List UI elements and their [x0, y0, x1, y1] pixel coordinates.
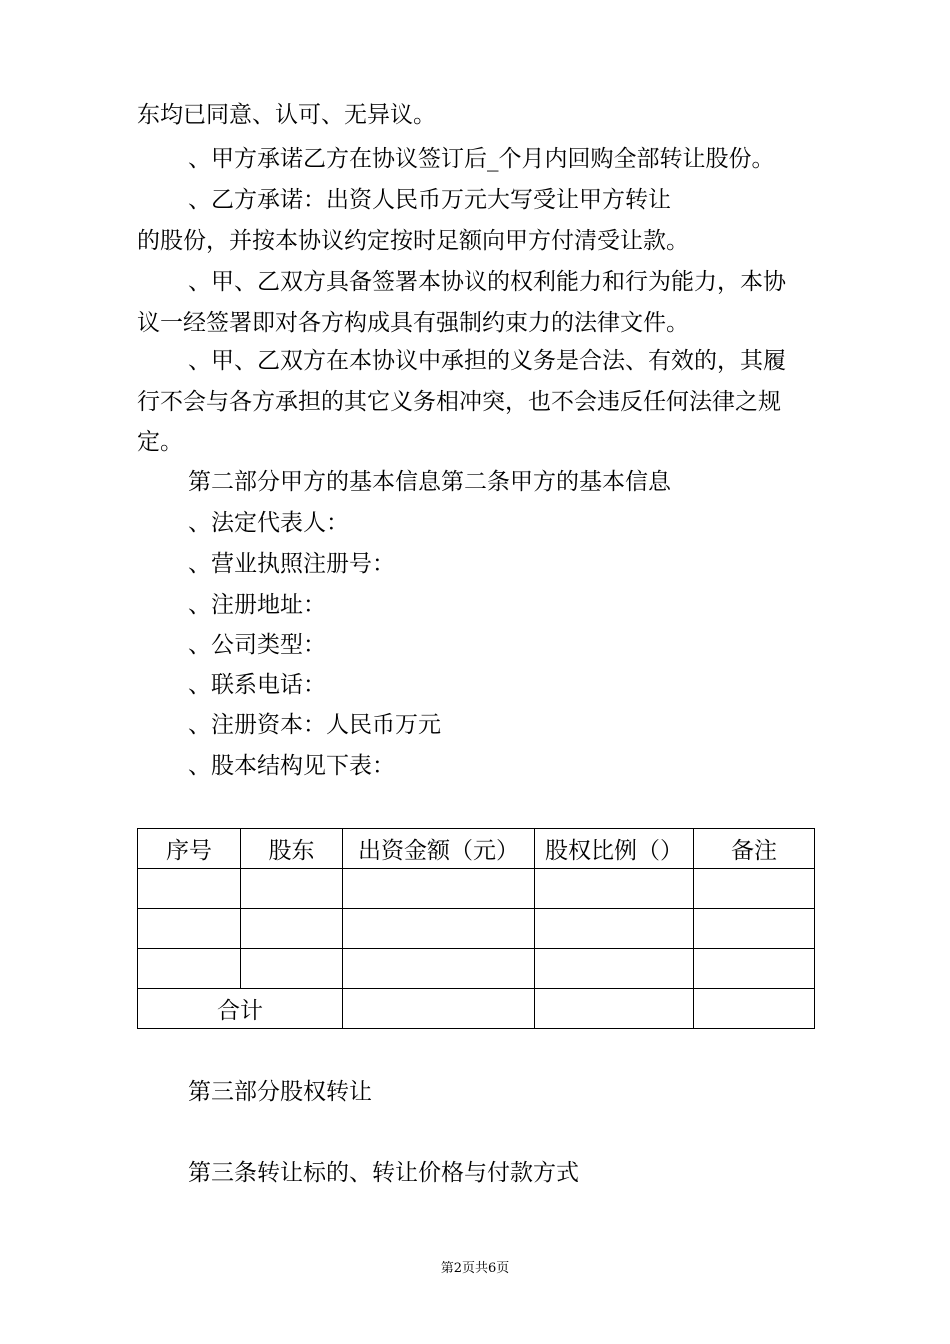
table-row — [138, 949, 815, 989]
table-cell — [241, 869, 343, 909]
table-cell — [694, 909, 815, 949]
table-cell — [241, 909, 343, 949]
table-cell — [343, 949, 535, 989]
table-cell — [241, 949, 343, 989]
table-cell — [343, 909, 535, 949]
header-cell: 备注 — [694, 829, 815, 869]
paragraph-line: 、甲、乙双方在本协议中承担的义务是合法、有效的，其履 — [188, 348, 786, 374]
table-cell — [138, 949, 241, 989]
paragraph-line: 行不会与各方承担的其它义务相冲突，也不会违反任何法律之规 — [137, 389, 781, 415]
section-heading: 第三部分股权转让 — [188, 1079, 372, 1105]
table-cell — [535, 869, 694, 909]
paragraph-line: 的股份，并按本协议约定按时足额向甲方付清受让款。 — [137, 228, 689, 254]
page-number: 第2页共6页 — [440, 1261, 510, 1276]
info-item: 、注册地址： — [188, 592, 326, 618]
table-cell — [535, 909, 694, 949]
table-cell — [138, 909, 241, 949]
table-cell — [343, 989, 535, 1029]
table-total-row — [138, 989, 815, 1029]
section-heading: 第二部分甲方的基本信息第二条甲方的基本信息 — [188, 469, 671, 495]
table-row — [138, 869, 815, 909]
paragraph-line: 议一经签署即对各方构成具有强制约束力的法律文件。 — [137, 310, 689, 336]
table-cell — [694, 869, 815, 909]
table-cell — [535, 949, 694, 989]
paragraph-line: 、甲方承诺乙方在协议签订后_个月内回购全部转让股份。 — [188, 146, 775, 172]
table-cell — [535, 989, 694, 1029]
paragraph-line: 东均已同意、认可、无异议。 — [137, 102, 436, 128]
total-label-cell: 合计 — [138, 989, 343, 1029]
paragraph-line: 、甲、乙双方具备签署本协议的权利能力和行为能力，本协 — [188, 269, 786, 295]
table-cell — [694, 989, 815, 1029]
info-item: 、联系电话： — [188, 672, 326, 698]
info-item: 、注册资本：人民币万元 — [188, 712, 441, 738]
share-structure-table — [137, 828, 815, 1029]
header-cell: 股权比例（） — [535, 829, 694, 869]
article-heading: 第三条转让标的、转让价格与付款方式 — [188, 1160, 579, 1186]
paragraph-line: 定。 — [137, 429, 183, 455]
info-item: 、法定代表人： — [188, 510, 349, 536]
info-item: 、营业执照注册号： — [188, 551, 395, 577]
header-cell: 序号 — [138, 829, 241, 869]
table-cell — [694, 949, 815, 989]
info-item: 、股本结构见下表： — [188, 753, 395, 779]
header-cell: 出资金额（元） — [343, 829, 535, 869]
table-cell — [343, 869, 535, 909]
info-item: 、公司类型： — [188, 632, 326, 658]
paragraph-line: 、乙方承诺：出资人民币万元大写受让甲方转让 — [188, 187, 671, 213]
table-cell — [138, 869, 241, 909]
header-cell: 股东 — [241, 829, 343, 869]
table-header-row — [138, 829, 815, 869]
table-row — [138, 909, 815, 949]
